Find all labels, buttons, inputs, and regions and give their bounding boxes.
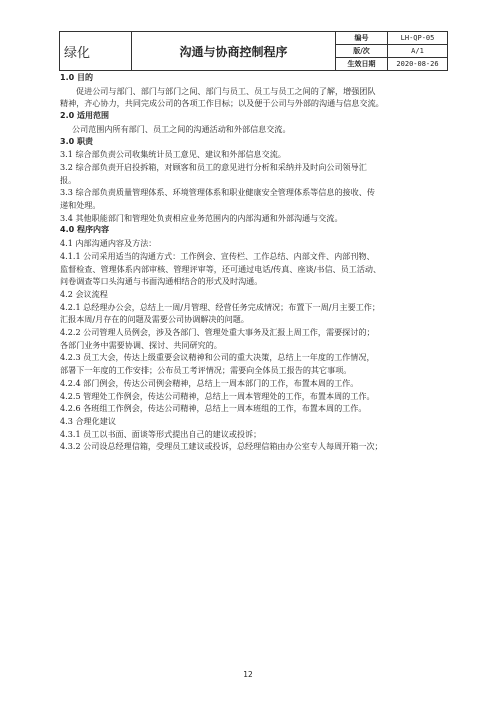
body-text-line: 递和处理。: [60, 200, 101, 211]
body-text-line: 精神，齐心协力，共同完成公司的各项工作目标；以及便于公司与外部的沟通与信息交流。: [60, 98, 384, 109]
body-text-line: 4.2.5 管理处工作例会，传达公司精神，总结上一周本管理处的工作，布置本周的工作。: [60, 390, 375, 401]
document-body: [60, 72, 452, 453]
section-heading: 1.0 目的: [60, 73, 93, 82]
number-label: 编号: [336, 32, 388, 45]
body-text-line: 4.2 会议流程: [60, 288, 108, 299]
body-text-line: 4.3 合理化建议: [60, 415, 116, 426]
body-text-line: 4.2.2 公司管理人员例会，涉及各部门、管理处重大事务及汇报上周工作，需要探讨的；: [60, 327, 375, 338]
body-text-line: 各部门业务中需要协调、探讨、共同研究的。: [60, 339, 222, 350]
body-text-line: 4.2.1 总经理办公会，总结上一周/月管理、经营任务完成情况；布置下一周/月主要工作；: [60, 301, 380, 312]
number-value: LH-QP-05: [388, 32, 448, 45]
body-text-line: 问卷调查等口头沟通与书面沟通相结合的形式及时沟通。: [60, 276, 263, 287]
body-text-line: 监督检查、管理体系内部审核、管理评审等，还可通过电话/传真、座谈/书信、员工活动、: [60, 263, 382, 274]
body-text-line: 4.2.4 部门例会，传达公司例会精神，总结上一周本部门的工作，布置本周的工作。: [60, 377, 359, 388]
section-heading: 3.0 职责: [60, 136, 93, 146]
document-header-table: [59, 31, 448, 71]
effective-date-label: 生效日期: [336, 58, 388, 71]
body-text-line: 4.2.3 员工大会，传达上级重要会议精神和公司的重大决策，总结上一年度的工作情况，: [60, 352, 375, 363]
page-number: 12: [243, 670, 253, 679]
body-text-line: 4.1.1 公司采用适当的沟通方式：工作例会、宣传栏、工作总结、内部文件、内部刊物、: [60, 250, 375, 261]
section-heading: 2.0 适用范围: [60, 111, 109, 121]
body-text-line: 3.3 综合部负责质量管理体系、环境管理体系和职业健康安全管理体系等信息的接收、传: [60, 187, 375, 198]
body-text-line: 3.1 综合部负责公司收集统计员工意见、建议和外部信息交流。: [60, 149, 286, 160]
body-text-line: 3.4 其他职能部门和管理处负责相应业务范围内的内部沟通和外部沟通与交流。: [60, 212, 343, 223]
body-text-line: 报。: [60, 174, 77, 185]
body-text-line: 促进公司与部门、部门与部门之间、部门与员工、员工与员工之间的了解，增强团队: [76, 85, 376, 96]
effective-date-value: 2020-08-26: [388, 58, 448, 71]
body-text-line: 4.3.1 员工以书面、面谈等形式提出自己的建议或投诉；: [60, 428, 262, 439]
body-text-line: 公司范围内所有部门、员工之间的沟通活动和外部信息交流。: [72, 123, 291, 134]
body-text-line: 汇报本周/月存在的问题及需要公司协调解决的问题。: [60, 314, 249, 325]
document-title: 沟通与协商控制程序: [132, 32, 336, 71]
version-label: 版/次: [336, 45, 388, 58]
version-value: A/1: [388, 45, 448, 58]
section-heading: 4.0 程序内容: [60, 225, 109, 235]
body-text-line: 4.1 内部沟通内容及方法：: [60, 238, 157, 249]
company-name: 绿化: [60, 32, 132, 71]
body-text-line: 3.2 综合部负责开启投拆箱，对顾客和员工的意见进行分析和采纳并及时向公司领导汇: [60, 161, 367, 172]
body-text-line: 4.3.2 公司设总经理信箱，受理员工建议或投诉，总经理信箱由办公室专人每周开箱一次；: [60, 441, 383, 452]
body-text-line: 4.2.6 各班组工作例会，传达公司精神，总结上一周本班组的工作，布置本周的工作。: [60, 403, 367, 414]
body-text-line: 部署下一年度的工作安排；公布员工考评情况；需要向全体员工报告的其它事项。: [60, 365, 352, 376]
